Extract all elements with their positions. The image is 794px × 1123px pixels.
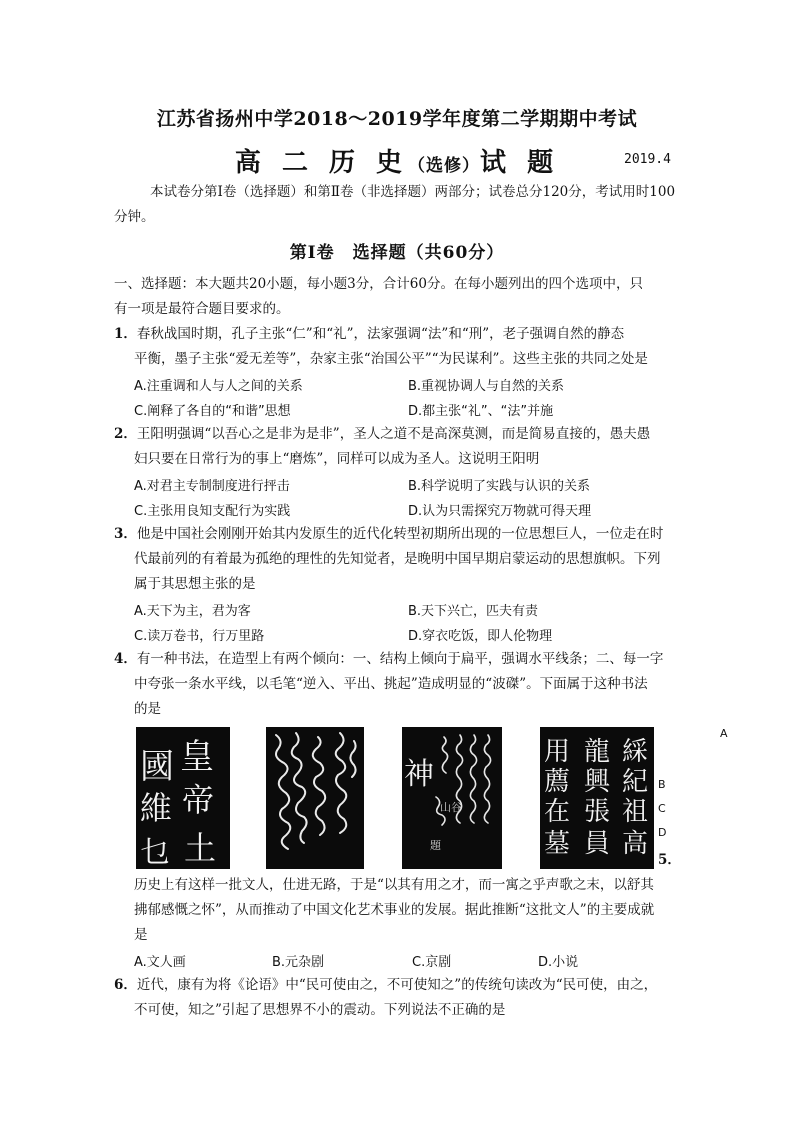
- glyph: 皇: [180, 737, 214, 777]
- calligraphy-image-d[interactable]: [540, 727, 654, 869]
- question-text: 有一种书法，在造型上有两个倾向：一、结构上倾向于扁平，强调水平线条；二、每一字: [136, 651, 664, 667]
- glyph: 龍: [584, 737, 611, 767]
- option-c[interactable]: C.京剧: [412, 955, 452, 970]
- question-1: [114, 325, 624, 343]
- glyph: 在: [544, 797, 571, 827]
- glyph: 乜: [140, 835, 170, 869]
- option-d[interactable]: D.都主张“礼”、“法”并施: [408, 404, 554, 419]
- option-a[interactable]: A.文人画: [134, 955, 186, 970]
- question-3: [114, 525, 663, 543]
- question-number: 2．: [114, 426, 137, 442]
- question-text: 代最前列的有着最为孤绝的理性的先知觉者，是晚明中国早期启蒙运动的思想旗帜。下列: [134, 551, 661, 567]
- instructions-line-1: 一、选择题：本大题共20小题，每小题3分，合计60分。在每小题列出的四个选项中，只: [114, 276, 643, 292]
- glyph: 綵: [622, 737, 649, 767]
- glyph: 土: [184, 829, 217, 867]
- question-text: 属于其思想主张的是: [134, 576, 256, 592]
- image-label-d: D: [658, 826, 667, 839]
- glyph: 帝: [182, 781, 215, 819]
- option-b[interactable]: B.天下兴亡，匹夫有责: [408, 604, 539, 619]
- calligraphy-image-b[interactable]: [266, 727, 364, 869]
- question-text: 春秋战国时期，孔子主张“仁”和“礼”，法家强调“法”和“刑”，老子强调自然的静态: [136, 326, 625, 342]
- question-text: 妇只要在日常行为的事上“磨炼”，同样可以成为圣人。这说明王阳明: [134, 451, 540, 467]
- question-2: [114, 425, 650, 443]
- option-b[interactable]: B.重视协调人与自然的关系: [408, 379, 565, 394]
- question-number: 6．: [114, 977, 137, 993]
- exam-title: 江苏省扬州中学2018～2019学年度第二学期期中考试: [156, 108, 638, 130]
- exam-date: 2019.4: [624, 152, 671, 167]
- question-text: 不可使，知之”引起了思想界不小的震动。下列说法不正确的是: [134, 1002, 506, 1018]
- question-text: 王阳明强调“以吾心之是非为是非”，圣人之道不是高深莫测，而是简易直接的，愚夫愚: [136, 426, 651, 442]
- subtitle-main: 高 二 历 史: [234, 148, 409, 178]
- question-text: 拂郁感慨之怀”，从而推动了中国文化艺术事业的发展。据此推断“这批文人”的主要成就: [134, 902, 655, 918]
- glyph: 紀: [622, 767, 649, 797]
- image-label-b: B: [658, 778, 666, 791]
- option-b[interactable]: B.元杂剧: [272, 955, 325, 970]
- option-c[interactable]: C.阐释了各自的“和谐”思想: [134, 404, 291, 419]
- option-c[interactable]: C.读万卷书，行万里路: [134, 629, 265, 644]
- glyph: 員: [584, 829, 611, 859]
- image-label-a: A: [720, 727, 728, 740]
- option-a[interactable]: A.对君主专制制度进行抨击: [134, 479, 290, 494]
- option-d[interactable]: D.小说: [538, 955, 579, 970]
- option-b[interactable]: B.科学说明了实践与认识的关系: [408, 479, 591, 494]
- glyph: 墓: [544, 829, 571, 859]
- question-number: 1．: [114, 326, 137, 342]
- question-text: 中夸张一条水平线，以毛笔“逆入、平出、挑起”造成明显的“波磔”。下面属于这种书法: [134, 676, 648, 692]
- glyph: 維: [140, 789, 173, 827]
- calligraphy-image-a[interactable]: [136, 727, 230, 869]
- question-text: 历史上有这样一批文人，仕进无路，于是“以其有用之才，而一寓之乎声歌之末，以舒其: [134, 877, 654, 893]
- question-text: 他是中国社会刚刚开始其内发原生的近代化转型初期所出现的一位思想巨人，一位走在时: [136, 526, 664, 542]
- running-script-strokes: [402, 727, 502, 869]
- exam-subtitle: [0, 142, 794, 179]
- glyph: 高: [622, 829, 649, 859]
- option-a[interactable]: A.注重调和人与人之间的关系: [134, 379, 303, 394]
- glyph: 題: [430, 839, 441, 852]
- option-d[interactable]: D.穿衣吃饭，即人伦物理: [408, 629, 553, 644]
- option-d[interactable]: D.认为只需探究万物就可得天理: [408, 504, 592, 519]
- glyph: 祖: [622, 797, 649, 827]
- instructions-line-2: 有一项是最符合题目要求的。: [114, 301, 290, 317]
- question-text: 近代，康有为将《论语》中“民可使由之，不可使知之”的传统句读改为“民可使，由之，: [136, 977, 658, 993]
- glyph: 薦: [544, 767, 571, 797]
- glyph: 國: [140, 747, 174, 787]
- question-4: [114, 650, 663, 668]
- section-title: 第Ⅰ卷 选择题（共60分）: [289, 243, 505, 263]
- intro-line-2: 分钟。: [114, 209, 155, 225]
- question-text: 的是: [134, 701, 161, 717]
- question-number: 3．: [114, 526, 137, 542]
- question-text: 是: [134, 927, 148, 943]
- glyph: 興: [584, 767, 611, 797]
- subtitle-paren: （选修）: [408, 156, 481, 176]
- subtitle-end: 试 题: [480, 148, 560, 178]
- glyph: 山谷: [440, 801, 462, 814]
- cursive-strokes: [266, 727, 364, 869]
- image-label-c: C: [658, 802, 666, 815]
- glyph: 用: [544, 737, 571, 767]
- question-text: 平衡，墨子主张“爱无差等”，杂家主张“治国公平”“为民谋利”。这些主张的共同之处是: [134, 351, 648, 367]
- intro-line-1: 本试卷分第Ⅰ卷（选择题）和第Ⅱ卷（非选择题）两部分；试卷总分120分，考试用时100: [150, 184, 676, 200]
- calligraphy-image-c[interactable]: [402, 727, 502, 869]
- question-number: 4．: [114, 651, 137, 667]
- glyph: 神: [404, 757, 434, 792]
- glyph: 張: [584, 797, 611, 827]
- option-c[interactable]: C.主张用良知支配行为实践: [134, 504, 291, 519]
- option-a[interactable]: A.天下为主，君为客: [134, 604, 251, 619]
- question-6: [114, 976, 657, 994]
- question-number: 5．: [658, 852, 681, 868]
